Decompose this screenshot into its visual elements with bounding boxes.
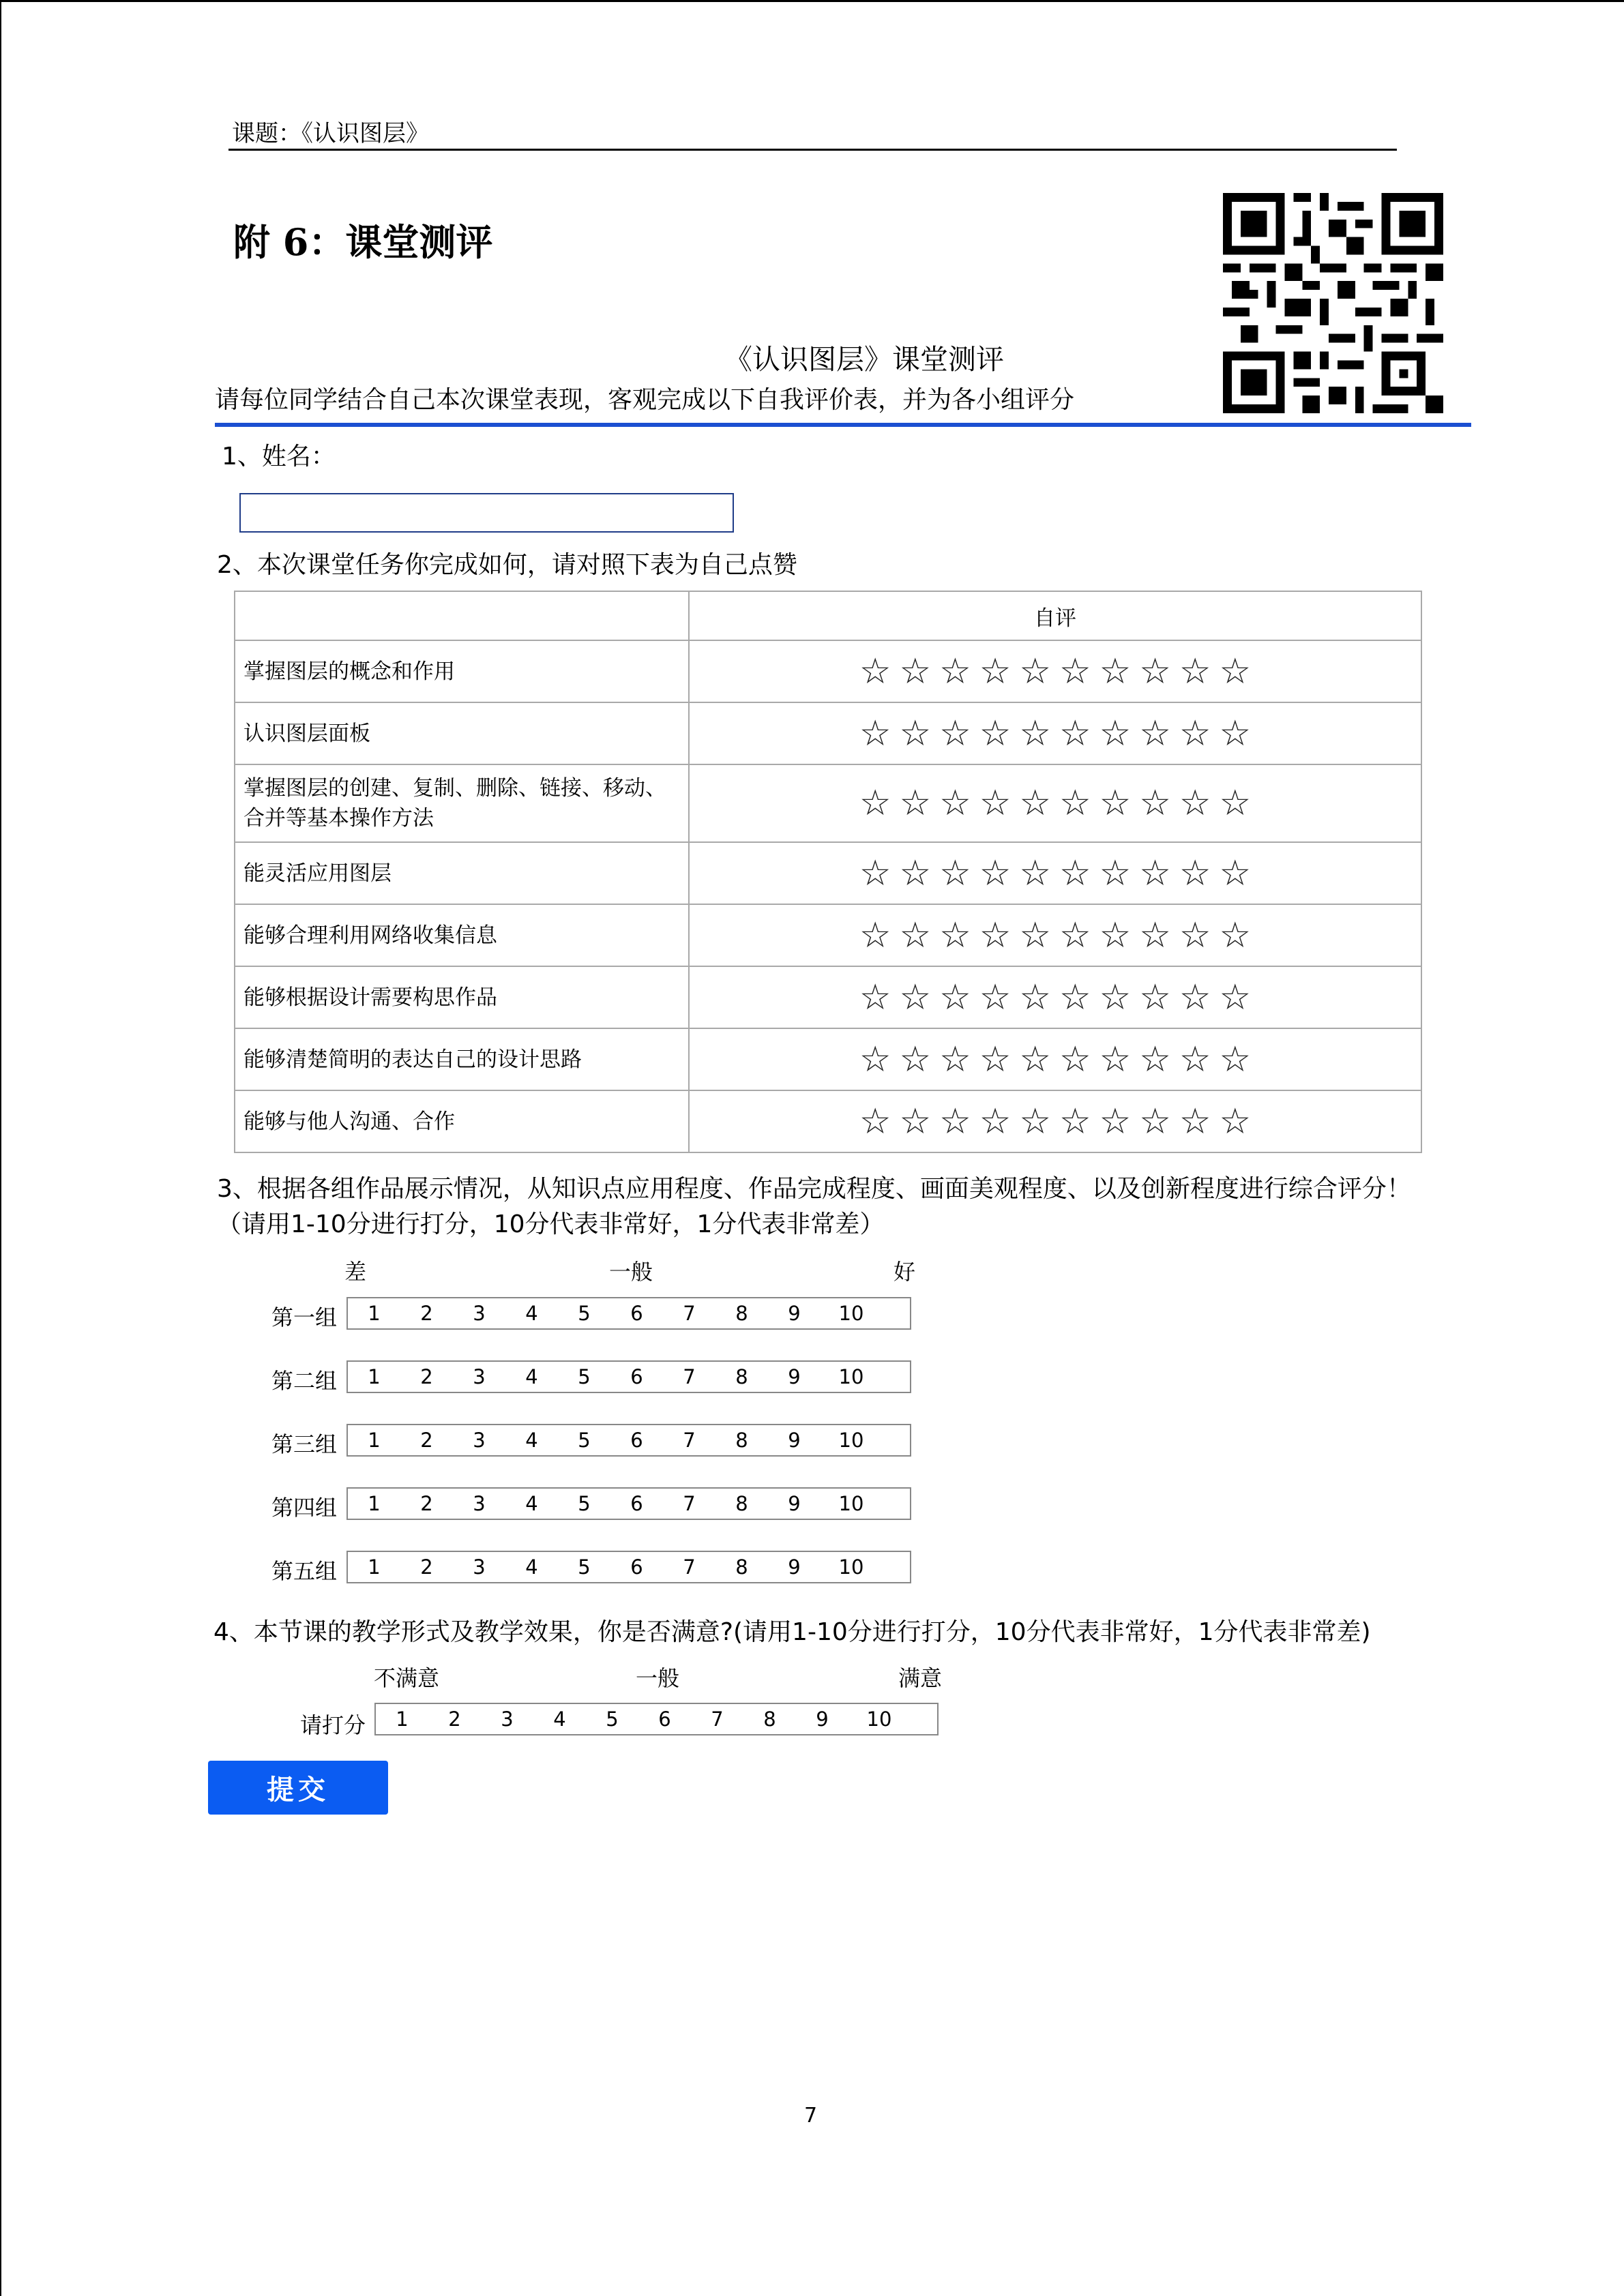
q2-label: 2、本次课堂任务你完成如何，请对照下表为自己点赞 (217, 551, 797, 579)
star-icon[interactable]: ☆ (939, 783, 971, 824)
score-option[interactable]: 2 (420, 1429, 433, 1452)
score-option[interactable]: 7 (683, 1302, 696, 1325)
score-option[interactable]: 10 (838, 1429, 864, 1452)
q3-line2: （请用1-10分进行打分，10分代表非常好，1分代表非常差） (217, 1210, 885, 1238)
star-icon[interactable]: ☆ (939, 976, 971, 1018)
star-icon[interactable]: ☆ (979, 713, 1012, 754)
item-label: 能够根据设计需要构思作品 (235, 966, 689, 1028)
star-icon[interactable]: ☆ (1099, 713, 1132, 754)
star-icon[interactable]: ☆ (899, 651, 932, 692)
score-option[interactable]: 10 (838, 1302, 864, 1325)
score-option[interactable]: 1 (368, 1365, 381, 1388)
score-option[interactable]: 8 (735, 1302, 748, 1325)
star-icon[interactable]: ☆ (1139, 1101, 1171, 1142)
star-icon[interactable]: ☆ (1219, 1039, 1252, 1080)
item-label: 掌握图层的创建、复制、删除、链接、移动、合并等基本操作方法 (235, 764, 689, 842)
score-option[interactable]: 2 (420, 1492, 433, 1515)
rate-label: 请打分 (300, 1712, 366, 1738)
table-row (235, 842, 1421, 904)
score-option[interactable]: 5 (578, 1302, 591, 1325)
star-icon[interactable]: ☆ (1219, 783, 1252, 824)
score-option[interactable]: 1 (368, 1429, 381, 1452)
score-option[interactable]: 3 (501, 1708, 514, 1731)
group-score-bar[interactable] (346, 1360, 911, 1393)
table-header-row (235, 591, 1421, 640)
header-divider (228, 149, 1397, 151)
score-option[interactable]: 10 (838, 1492, 864, 1515)
score-option[interactable]: 6 (630, 1555, 643, 1579)
page-number: 7 (804, 2104, 818, 2128)
q3-scale-low: 差 (344, 1259, 367, 1285)
table-row (235, 1090, 1421, 1152)
star-icon[interactable]: ☆ (859, 713, 891, 754)
star-icon[interactable]: ☆ (899, 783, 932, 824)
group-label: 第四组 (271, 1495, 338, 1521)
q4-scale-low: 不满意 (374, 1665, 440, 1691)
star-icon[interactable]: ☆ (1059, 852, 1091, 894)
q4-label: 4、本节课的教学形式及教学效果，你是否满意?(请用1-10分进行打分，10分代表非常好，1分代表非常差) (213, 1618, 1371, 1646)
star-icon[interactable]: ☆ (899, 1101, 932, 1142)
score-option[interactable]: 10 (866, 1708, 892, 1731)
star-icon[interactable]: ☆ (1219, 976, 1252, 1018)
star-icon[interactable]: ☆ (939, 1039, 971, 1080)
star-icon[interactable]: ☆ (979, 1101, 1012, 1142)
star-icon[interactable]: ☆ (1179, 1039, 1211, 1080)
score-option[interactable]: 5 (578, 1429, 591, 1452)
score-option[interactable]: 9 (788, 1429, 801, 1452)
star-icon[interactable]: ☆ (979, 651, 1012, 692)
score-option[interactable]: 1 (396, 1708, 409, 1731)
score-option[interactable]: 1 (368, 1302, 381, 1325)
score-option[interactable]: 6 (630, 1429, 643, 1452)
star-icon[interactable]: ☆ (979, 852, 1012, 894)
score-option[interactable]: 6 (630, 1492, 643, 1515)
star-icon[interactable]: ☆ (1059, 1101, 1091, 1142)
table-row (235, 702, 1421, 764)
star-icon[interactable]: ☆ (979, 976, 1012, 1018)
score-option[interactable]: 5 (578, 1492, 591, 1515)
star-icon[interactable]: ☆ (939, 914, 971, 956)
q3-scale-mid: 一般 (609, 1259, 653, 1285)
score-option[interactable]: 2 (420, 1365, 433, 1388)
q3-scale-high: 好 (894, 1259, 916, 1285)
star-icon[interactable]: ☆ (939, 1101, 971, 1142)
score-option[interactable]: 8 (735, 1555, 748, 1579)
star-icon[interactable]: ☆ (1139, 1039, 1171, 1080)
form-divider (215, 423, 1471, 427)
star-icon[interactable]: ☆ (939, 713, 971, 754)
item-label: 能够与他人沟通、合作 (235, 1090, 689, 1152)
star-icon[interactable]: ☆ (1099, 651, 1132, 692)
star-icon[interactable]: ☆ (1059, 651, 1091, 692)
star-icon[interactable]: ☆ (1099, 976, 1132, 1018)
score-option[interactable]: 8 (735, 1429, 748, 1452)
satisfaction-score-bar[interactable] (374, 1703, 939, 1735)
group-score-bar[interactable] (346, 1297, 911, 1330)
star-icon[interactable]: ☆ (1019, 852, 1051, 894)
star-icon[interactable]: ☆ (899, 914, 932, 956)
q3-label (217, 1172, 1411, 1242)
score-option[interactable]: 6 (658, 1708, 671, 1731)
score-option[interactable]: 4 (525, 1555, 538, 1579)
score-option[interactable]: 3 (473, 1302, 486, 1325)
score-option[interactable]: 10 (838, 1365, 864, 1388)
self-eval-table (234, 591, 1422, 1153)
star-icon[interactable]: ☆ (1179, 1101, 1211, 1142)
star-icon[interactable]: ☆ (1219, 713, 1252, 754)
star-icon[interactable]: ☆ (1139, 852, 1171, 894)
score-option[interactable]: 1 (368, 1492, 381, 1515)
star-rating[interactable] (689, 640, 1421, 702)
q1-label: 1、姓名： (222, 443, 336, 471)
star-icon[interactable]: ☆ (899, 1039, 932, 1080)
table-row (235, 904, 1421, 966)
star-icon[interactable]: ☆ (1019, 1101, 1051, 1142)
star-icon[interactable]: ☆ (859, 914, 891, 956)
score-option[interactable]: 6 (630, 1302, 643, 1325)
score-option[interactable]: 9 (788, 1302, 801, 1325)
star-icon[interactable]: ☆ (979, 1039, 1012, 1080)
star-icon[interactable]: ☆ (1139, 651, 1171, 692)
document-title: 附 6：课堂测评 (233, 220, 493, 264)
group-score-bar[interactable] (346, 1424, 911, 1457)
score-option[interactable]: 5 (578, 1555, 591, 1579)
score-option[interactable]: 7 (711, 1708, 724, 1731)
star-rating[interactable] (689, 702, 1421, 764)
score-option[interactable]: 5 (606, 1708, 619, 1731)
star-icon[interactable]: ☆ (1219, 852, 1252, 894)
item-label: 认识图层面板 (235, 702, 689, 764)
star-icon[interactable]: ☆ (1139, 914, 1171, 956)
star-icon[interactable]: ☆ (1019, 783, 1051, 824)
star-icon[interactable]: ☆ (859, 976, 891, 1018)
star-icon[interactable]: ☆ (1019, 651, 1051, 692)
star-icon[interactable]: ☆ (1179, 976, 1211, 1018)
star-icon[interactable]: ☆ (1059, 713, 1091, 754)
score-option[interactable]: 9 (816, 1708, 829, 1731)
score-option[interactable]: 7 (683, 1555, 696, 1579)
q4-scale-mid: 一般 (636, 1665, 680, 1691)
star-rating[interactable] (689, 1028, 1421, 1090)
submit-button[interactable]: 提交 (208, 1761, 388, 1815)
score-option[interactable]: 7 (683, 1365, 696, 1388)
group-label: 第二组 (271, 1368, 338, 1394)
star-icon[interactable]: ☆ (859, 651, 891, 692)
star-icon[interactable]: ☆ (1059, 914, 1091, 956)
q3-line1: 3、根据各组作品展示情况，从知识点应用程度、作品完成程度、画面美观程度、以及创新程度进行综合评分！ (217, 1175, 1411, 1203)
star-rating[interactable] (689, 842, 1421, 904)
star-icon[interactable]: ☆ (1219, 1101, 1252, 1142)
star-icon[interactable]: ☆ (1059, 976, 1091, 1018)
star-icon[interactable]: ☆ (1019, 914, 1051, 956)
star-icon[interactable]: ☆ (1179, 852, 1211, 894)
score-option[interactable]: 7 (683, 1429, 696, 1452)
score-option[interactable]: 3 (473, 1365, 486, 1388)
score-option[interactable]: 3 (473, 1492, 486, 1515)
qr-code (1223, 193, 1443, 413)
star-icon[interactable]: ☆ (859, 783, 891, 824)
star-icon[interactable]: ☆ (1139, 713, 1171, 754)
star-icon[interactable]: ☆ (1139, 976, 1171, 1018)
star-icon[interactable]: ☆ (899, 852, 932, 894)
group-label: 第三组 (271, 1431, 338, 1457)
table-header-blank (235, 591, 689, 640)
star-rating[interactable] (689, 764, 1421, 842)
score-option[interactable]: 3 (473, 1429, 486, 1452)
star-icon[interactable]: ☆ (1019, 713, 1051, 754)
star-rating[interactable] (689, 904, 1421, 966)
form-title: 《认识图层》课堂测评 (724, 343, 1004, 376)
score-option[interactable]: 3 (473, 1555, 486, 1579)
star-icon[interactable]: ☆ (1179, 651, 1211, 692)
star-icon[interactable]: ☆ (859, 1039, 891, 1080)
table-row (235, 764, 1421, 842)
star-icon[interactable]: ☆ (859, 852, 891, 894)
star-icon[interactable]: ☆ (1179, 783, 1211, 824)
star-icon[interactable]: ☆ (1099, 1039, 1132, 1080)
score-option[interactable]: 4 (553, 1708, 566, 1731)
score-option[interactable]: 4 (525, 1492, 538, 1515)
score-option[interactable]: 2 (420, 1555, 433, 1579)
star-icon[interactable]: ☆ (859, 1101, 891, 1142)
star-icon[interactable]: ☆ (979, 914, 1012, 956)
star-icon[interactable]: ☆ (1019, 976, 1051, 1018)
score-option[interactable]: 4 (525, 1302, 538, 1325)
table-row (235, 966, 1421, 1028)
score-option[interactable]: 7 (683, 1492, 696, 1515)
page-header: 课题：《认识图层》 (232, 120, 429, 147)
q4-scale-high: 满意 (898, 1665, 943, 1691)
star-icon[interactable]: ☆ (1219, 914, 1252, 956)
star-icon[interactable]: ☆ (1179, 914, 1211, 956)
table-row (235, 640, 1421, 702)
star-icon[interactable]: ☆ (1099, 852, 1132, 894)
score-option[interactable]: 8 (735, 1492, 748, 1515)
star-icon[interactable]: ☆ (1139, 783, 1171, 824)
item-label: 能够合理利用网络收集信息 (235, 904, 689, 966)
group-score-bar[interactable] (346, 1487, 911, 1520)
group-score-bar[interactable] (346, 1551, 911, 1583)
score-option[interactable]: 10 (838, 1555, 864, 1579)
star-icon[interactable]: ☆ (899, 713, 932, 754)
score-option[interactable]: 6 (630, 1365, 643, 1388)
star-icon[interactable]: ☆ (1099, 1101, 1132, 1142)
star-icon[interactable]: ☆ (1099, 914, 1132, 956)
group-label: 第五组 (271, 1558, 338, 1584)
star-icon[interactable]: ☆ (1019, 1039, 1051, 1080)
score-option[interactable]: 5 (578, 1365, 591, 1388)
star-icon[interactable]: ☆ (979, 783, 1012, 824)
score-option[interactable]: 9 (788, 1555, 801, 1579)
score-option[interactable]: 2 (420, 1302, 433, 1325)
table-row (235, 1028, 1421, 1090)
score-option[interactable]: 4 (525, 1365, 538, 1388)
star-icon[interactable]: ☆ (939, 852, 971, 894)
item-label: 能够清楚简明的表达自己的设计思路 (235, 1028, 689, 1090)
form-intro: 请每位同学结合自己本次课堂表现，客观完成以下自我评价表，并为各小组评分 (215, 386, 1075, 414)
star-rating[interactable] (689, 966, 1421, 1028)
item-label: 掌握图层的概念和作用 (235, 640, 689, 702)
star-icon[interactable]: ☆ (1219, 651, 1252, 692)
star-icon[interactable]: ☆ (1059, 1039, 1091, 1080)
group-label: 第一组 (271, 1304, 338, 1330)
score-option[interactable]: 8 (763, 1708, 776, 1731)
star-icon[interactable]: ☆ (1059, 783, 1091, 824)
score-option[interactable]: 8 (735, 1365, 748, 1388)
score-option[interactable]: 2 (448, 1708, 461, 1731)
score-option[interactable]: 9 (788, 1365, 801, 1388)
score-option[interactable]: 1 (368, 1555, 381, 1579)
star-icon[interactable]: ☆ (899, 976, 932, 1018)
star-icon[interactable]: ☆ (939, 651, 971, 692)
star-icon[interactable]: ☆ (1179, 713, 1211, 754)
score-option[interactable]: 9 (788, 1492, 801, 1515)
item-label: 能灵活应用图层 (235, 842, 689, 904)
name-input[interactable] (239, 493, 734, 533)
star-rating[interactable] (689, 1090, 1421, 1152)
self-eval-header: 自评 (689, 591, 1421, 640)
star-icon[interactable]: ☆ (1099, 783, 1132, 824)
score-option[interactable]: 4 (525, 1429, 538, 1452)
